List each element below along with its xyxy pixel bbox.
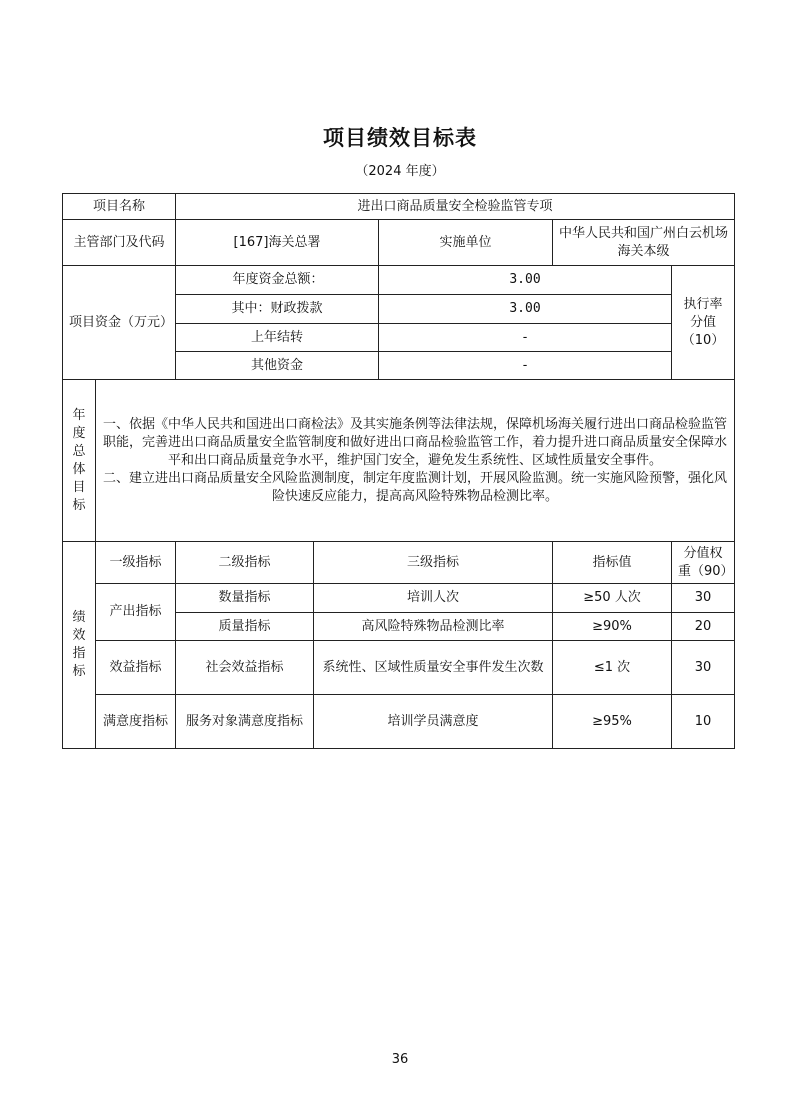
indicators-header-row — [63, 542, 735, 584]
value-cell: ≥95% — [553, 695, 672, 749]
execution-rate-label: 执行率分值（10） — [672, 266, 735, 380]
funds-fiscal-value: 3.00 — [379, 295, 672, 324]
group-benefit: 效益指标 — [96, 641, 176, 695]
weight-cell: 20 — [672, 613, 735, 641]
annual-goals-paragraph-1: 一、依据《中华人民共和国进出口商检法》及其实施条例等法律法规，保障机场海关履行进出口商品检验监管职能，完善进出口商品质量安全监管制度和做好进出口商品检验监管工作，着力提升进口商品质量安全保障水平和出口商品质量竞争水平，维护国门安全，避免发生系统性、区域性质量安全事件。 — [103, 416, 728, 468]
level2-cell: 数量指标 — [176, 584, 314, 613]
document-subtitle: （2024 年度） — [355, 164, 445, 179]
value-cell: ≥90% — [553, 613, 672, 641]
level2-cell: 社会效益指标 — [176, 641, 314, 695]
project-name-label: 项目名称 — [63, 194, 176, 220]
page-number: 36 — [391, 1052, 409, 1067]
funds-other-value: - — [379, 352, 672, 380]
value-cell: ≤1 次 — [553, 641, 672, 695]
weight-cell: 30 — [672, 641, 735, 695]
department-label: 主管部门及代码 — [63, 220, 176, 266]
department-value: [167]海关总署 — [176, 220, 379, 266]
annual-goals-row — [63, 380, 735, 542]
header-level1: 一级指标 — [96, 542, 176, 584]
header-value: 指标值 — [553, 542, 672, 584]
annual-goals-text — [96, 380, 735, 542]
performance-target-table — [62, 193, 735, 749]
funds-total-value: 3.00 — [379, 266, 672, 295]
indicator-row — [63, 584, 735, 613]
level2-cell: 服务对象满意度指标 — [176, 695, 314, 749]
funds-carryover-value: - — [379, 324, 672, 352]
funds-other-label: 其他资金 — [176, 352, 379, 380]
level2-cell: 质量指标 — [176, 613, 314, 641]
value-cell: ≥50 人次 — [553, 584, 672, 613]
level3-cell: 培训人次 — [314, 584, 553, 613]
department-row — [63, 220, 735, 266]
document-title: 项目绩效目标表 — [323, 126, 477, 150]
level3-cell: 系统性、区域性质量安全事件发生次数 — [314, 641, 553, 695]
group-satisfaction: 满意度指标 — [96, 695, 176, 749]
annual-goals-paragraph-2: 二、建立进出口商品质量安全风险监测制度，制定年度监测计划，开展风险监测。统一实施风险预警，强化风险快速反应能力，提高高风险特殊物品检测比率。 — [103, 470, 728, 504]
level3-cell: 高风险特殊物品检测比率 — [314, 613, 553, 641]
funds-label: 项目资金（万元） — [63, 266, 176, 380]
implementing-unit-label: 实施单位 — [379, 220, 553, 266]
header-level3: 三级指标 — [314, 542, 553, 584]
weight-cell: 10 — [672, 695, 735, 749]
funds-fiscal-label: 其中：财政拨款 — [176, 295, 379, 324]
project-name-value: 进出口商品质量安全检验监管专项 — [176, 194, 735, 220]
project-name-row — [63, 194, 735, 220]
indicator-row — [63, 641, 735, 695]
funds-row-total — [63, 266, 735, 295]
indicators-label: 绩效指标 — [63, 542, 96, 749]
weight-cell: 30 — [672, 584, 735, 613]
funds-total-label: 年度资金总额： — [176, 266, 379, 295]
indicator-row — [63, 695, 735, 749]
header-weight: 分值权重（90） — [672, 542, 735, 584]
implementing-unit-value: 中华人民共和国广州白云机场海关本级 — [553, 220, 735, 266]
group-output: 产出指标 — [96, 584, 176, 641]
funds-carryover-label: 上年结转 — [176, 324, 379, 352]
level3-cell: 培训学员满意度 — [314, 695, 553, 749]
header-level2: 二级指标 — [176, 542, 314, 584]
annual-goals-label: 年度总体目标 — [63, 380, 96, 542]
